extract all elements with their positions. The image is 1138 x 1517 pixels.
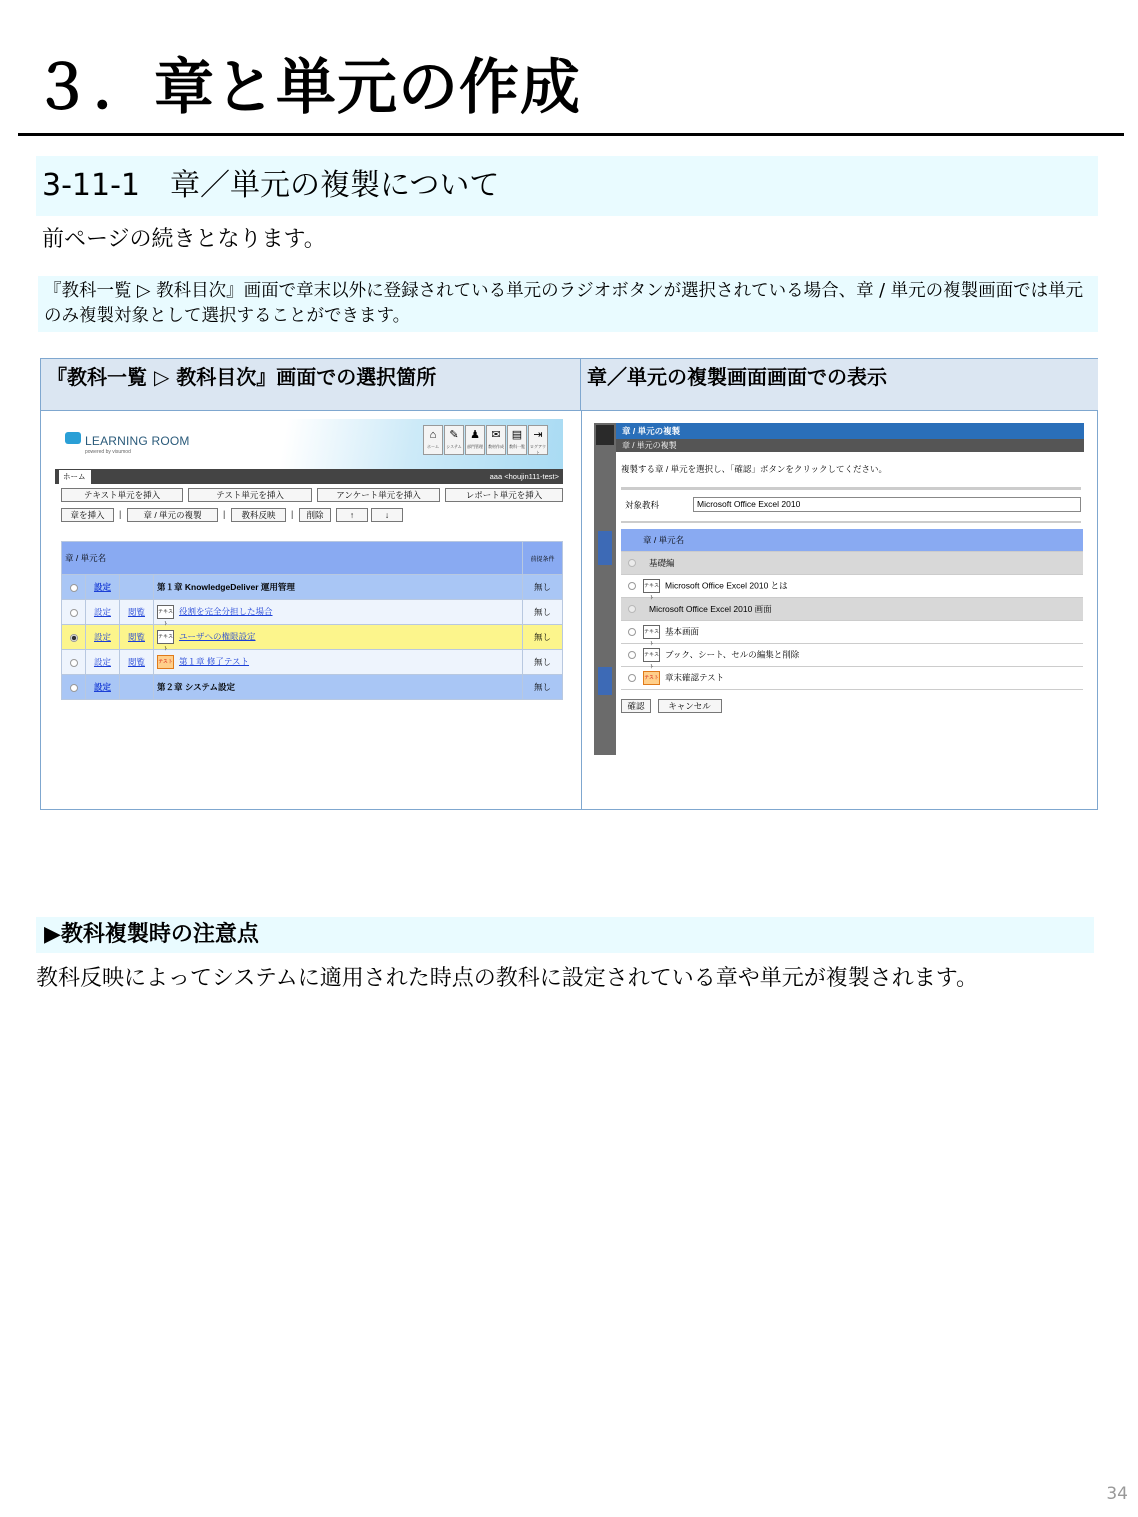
- table-row: [62, 675, 563, 700]
- table-row: [621, 620, 1083, 643]
- table-row: [621, 574, 1083, 597]
- toc-header-condition: 前提条件: [523, 542, 563, 575]
- row-name: ブック、シート、セルの編集と削除: [665, 648, 800, 659]
- text-unit-icon: テキスト: [643, 648, 660, 662]
- test-unit-icon: テスト: [643, 671, 660, 685]
- background-page-strip: [594, 423, 616, 755]
- divider: [621, 487, 1081, 490]
- delete-button[interactable]: 削除: [299, 508, 331, 522]
- app-logo-subtitle: powered by visumod: [85, 449, 131, 455]
- table-row: [621, 643, 1083, 666]
- divider: [621, 521, 1081, 523]
- comparison-table: [40, 358, 1098, 810]
- dialog-title: 章 / 単元の複製: [616, 423, 1084, 439]
- dialog-subtitle: 章 / 単元の複製: [616, 439, 1084, 452]
- cancel-button[interactable]: キャンセル: [658, 699, 722, 713]
- row-name: Microsoft Office Excel 2010 とは: [665, 579, 788, 590]
- move-up-button[interactable]: ↑: [336, 508, 368, 522]
- lead-text: 前ページの続きとなります。: [42, 227, 326, 252]
- unit-link[interactable]: 第１章 修了テスト: [179, 656, 250, 667]
- insert-text-unit-button[interactable]: テキスト単元を挿入: [61, 488, 183, 502]
- row-name: 第１章 KnowledgeDeliver 運用管理: [154, 575, 523, 600]
- row-name: 基本画面: [665, 625, 700, 636]
- toc-header-name: 章 / 単元名: [62, 542, 523, 575]
- toc-table: [61, 541, 563, 700]
- move-down-button[interactable]: ↓: [371, 508, 403, 522]
- section-header: [36, 156, 1098, 216]
- home-icon[interactable]: ⌂ ホーム: [423, 425, 443, 455]
- subject-value: Microsoft Office Excel 2010: [693, 497, 1081, 512]
- table-row: [621, 551, 1083, 574]
- row-radio[interactable]: [70, 659, 78, 667]
- setting-link[interactable]: 設定: [93, 657, 111, 667]
- row-name: Microsoft Office Excel 2010 画面: [643, 597, 1083, 620]
- separator: |: [223, 509, 226, 519]
- copy-dialog-screenshot: [594, 423, 1084, 755]
- left-column-header: 『教科一覧 ▷ 教科目次』画面での選択箇所: [41, 359, 581, 411]
- table-row: [621, 597, 1083, 620]
- copy-dialog: [616, 423, 1084, 711]
- logo-icon: [596, 425, 614, 445]
- row-radio[interactable]: [70, 609, 78, 617]
- text-unit-icon: テキスト: [643, 625, 660, 639]
- unit-link[interactable]: ユーザへの権限設定: [179, 631, 256, 642]
- table-row: [621, 666, 1083, 689]
- row-name: 第２章 システム設定: [154, 675, 523, 700]
- table-row: [62, 575, 563, 600]
- view-link[interactable]: 閲覧: [127, 607, 145, 617]
- separator: |: [119, 509, 122, 519]
- dialog-buttons: [621, 699, 722, 713]
- department-icon[interactable]: ♟ 部門管理: [465, 425, 485, 455]
- insert-report-unit-button[interactable]: レポート単元を挿入: [445, 488, 563, 502]
- row-condition: 無し: [523, 675, 563, 700]
- subject-row: [621, 495, 1081, 515]
- page-number: 34: [1106, 1484, 1128, 1504]
- row-radio-disabled: [628, 605, 636, 613]
- row-radio[interactable]: [628, 628, 636, 636]
- learning-room-logo-icon: [65, 432, 81, 444]
- text-unit-icon: テキスト: [157, 630, 174, 644]
- row-radio[interactable]: [628, 674, 636, 682]
- setting-link[interactable]: 設定: [93, 582, 111, 592]
- nav-bar: [55, 469, 563, 484]
- confirm-button[interactable]: 確認: [621, 699, 651, 713]
- row-condition: 無し: [523, 625, 563, 650]
- row-condition: 無し: [523, 650, 563, 675]
- background-block: [598, 667, 612, 695]
- tab-home[interactable]: ホーム: [59, 470, 91, 484]
- row-radio[interactable]: [628, 582, 636, 590]
- dialog-instruction: 複製する章 / 単元を選択し、「確認」ボタンをクリックしてください。: [621, 464, 887, 474]
- row-radio[interactable]: [628, 651, 636, 659]
- system-icon[interactable]: ✎ システム: [444, 425, 464, 455]
- table-row: [62, 650, 563, 675]
- setting-link[interactable]: 設定: [93, 682, 111, 692]
- section-title: 3-11-1 章／単元の複製について: [42, 168, 500, 203]
- setting-link[interactable]: 設定: [93, 632, 111, 642]
- row-name: 基礎編: [643, 551, 1083, 574]
- subject-list-icon[interactable]: ▤ 教科一覧: [507, 425, 527, 455]
- setting-link[interactable]: 設定: [93, 607, 111, 617]
- subject-toc-screenshot: [55, 419, 563, 709]
- warning-text: 教科反映によってシステムに適用された時点の教科に設定されている章や単元が複製されます。: [36, 966, 979, 991]
- logout-icon[interactable]: ⇥ ログアウト: [528, 425, 548, 455]
- table-row: [62, 600, 563, 625]
- row-condition: 無し: [523, 600, 563, 625]
- warning-heading: ▶教科複製時の注意点: [36, 917, 1094, 953]
- page-title: ３．章と単元の作成: [32, 53, 581, 123]
- row-condition: 無し: [523, 575, 563, 600]
- row-name: 章末確認テスト: [665, 671, 725, 682]
- insert-test-unit-button[interactable]: テスト単元を挿入: [188, 488, 312, 502]
- test-unit-icon: テスト: [157, 655, 174, 669]
- row-radio-selected[interactable]: [70, 634, 78, 642]
- background-block: [598, 531, 612, 565]
- reflect-subject-button[interactable]: 教科反映: [231, 508, 286, 522]
- view-link[interactable]: 閲覧: [127, 657, 145, 667]
- subject-label: 対象教科: [625, 500, 660, 510]
- text-unit-icon: テキスト: [157, 605, 174, 619]
- title-divider: [18, 133, 1124, 136]
- row-radio-disabled: [628, 559, 636, 567]
- insert-survey-unit-button[interactable]: アンケート単元を挿入: [317, 488, 440, 502]
- note-text: 『教科一覧 ▷ 教科目次』画面で章末以外に登録されている単元のラジオボタンが選択されている場合、章 / 単元の複製画面では単元のみ複製対象として選択することができます。: [38, 276, 1098, 332]
- app-banner: [55, 419, 563, 469]
- right-column-header: 章／単元の複製画面画面での表示: [581, 359, 1098, 411]
- row-radio[interactable]: [70, 684, 78, 692]
- user-label: aaa <houjin111-test>: [489, 472, 559, 481]
- view-link[interactable]: 閲覧: [127, 632, 145, 642]
- row-radio[interactable]: [70, 584, 78, 592]
- copy-table-header: 章 / 単元名: [643, 529, 1083, 551]
- copy-table: [621, 529, 1083, 690]
- insert-chapter-button[interactable]: 章を挿入: [61, 508, 114, 522]
- text-unit-icon: テキスト: [643, 579, 660, 593]
- app-logo: LEARNING ROOM: [85, 434, 190, 448]
- separator: |: [291, 509, 294, 519]
- material-icon[interactable]: ✉ 教材作成: [486, 425, 506, 455]
- unit-link[interactable]: 役割を完全分担した場合: [179, 606, 273, 617]
- table-row-selected: [62, 625, 563, 650]
- column-divider: [581, 411, 582, 809]
- toolbar-icons: [423, 425, 548, 455]
- copy-chapter-unit-button[interactable]: 章 / 単元の複製: [127, 508, 218, 522]
